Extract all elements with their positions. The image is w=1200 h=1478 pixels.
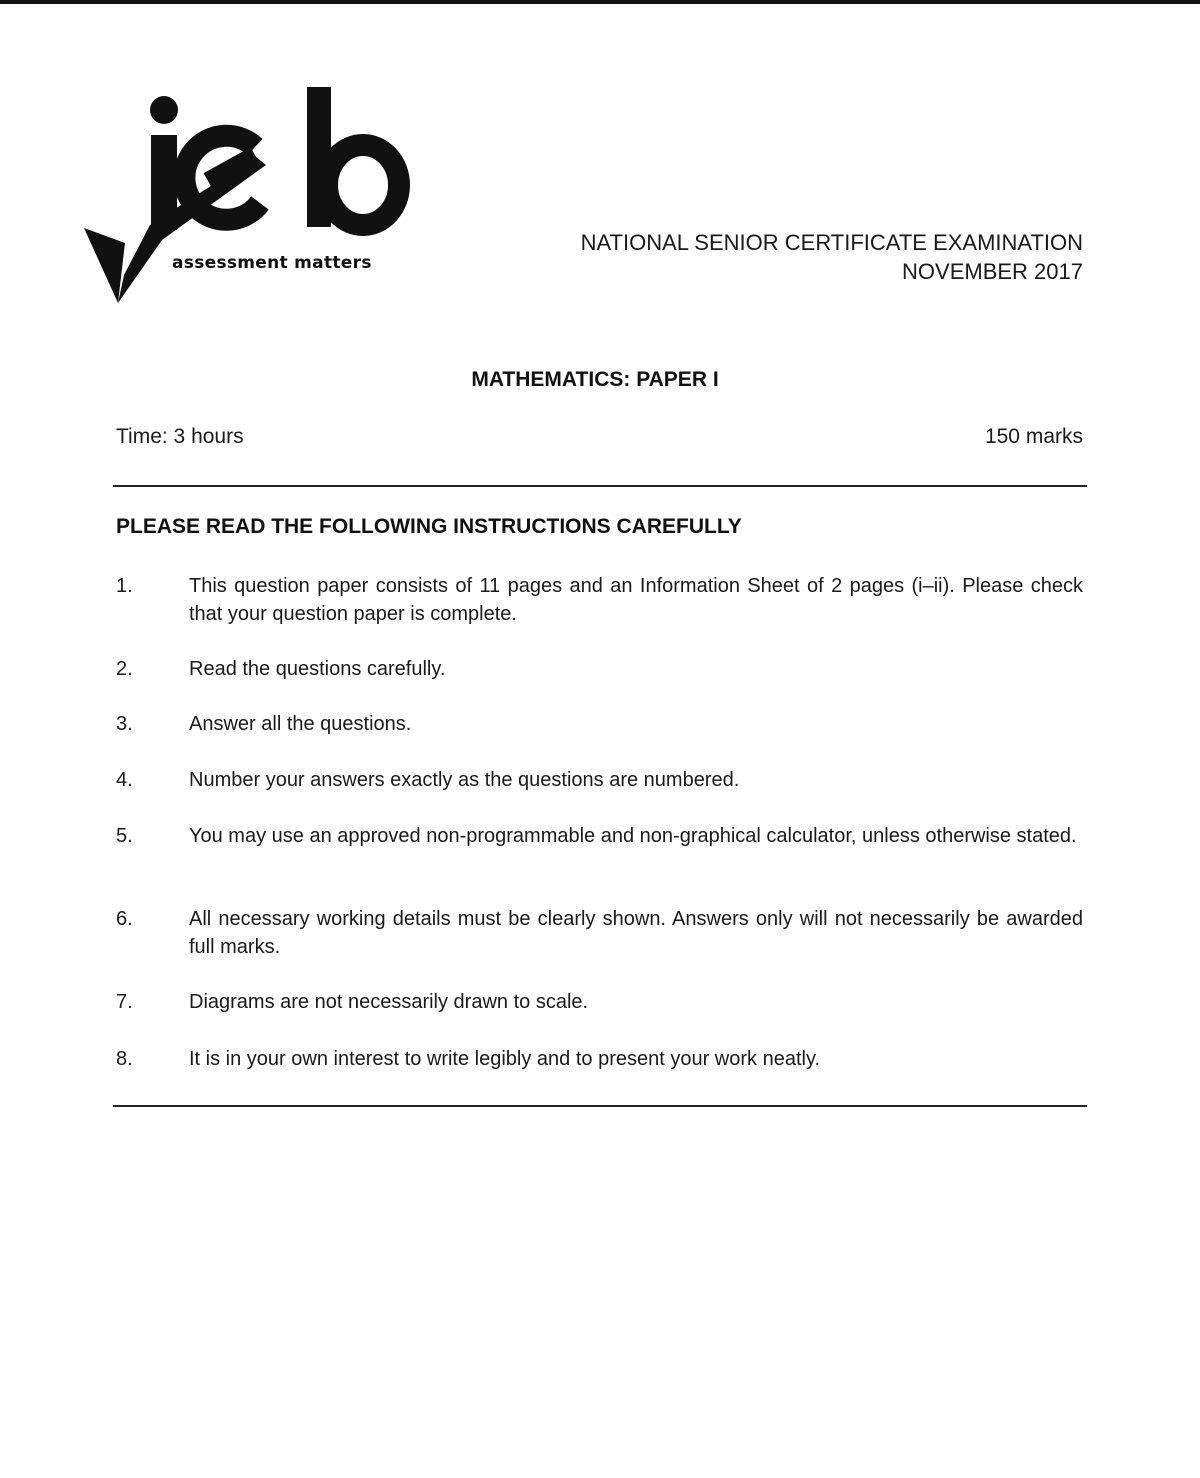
- instruction-text: It is in your own interest to write legibly and to present your work neatly.: [189, 1048, 821, 1070]
- instruction-number: 2.: [116, 658, 133, 680]
- instruction-number: 1.: [116, 575, 133, 597]
- instruction-number: 6.: [116, 908, 133, 930]
- paper-marks: 150 marks: [984, 425, 1083, 448]
- paper-time: Time: 3 hours: [116, 425, 244, 448]
- paper-title: MATHEMATICS: PAPER I: [471, 368, 719, 391]
- exam-name: NATIONAL SENIOR CERTIFICATE EXAMINATION: [580, 230, 1083, 255]
- logo-tagline: assessment matters: [172, 253, 372, 273]
- instruction-number: 5.: [116, 825, 133, 847]
- instruction-text: This question paper consists of 11 pages and an Information Sheet of 2 pages (i–ii). Please check that your question paper is complete.: [189, 575, 1083, 625]
- instruction-text: Number your answers exactly as the questions are numbered.: [189, 769, 740, 791]
- paper-meta: [116, 425, 1083, 449]
- divider-bottom: [113, 1105, 1087, 1107]
- instruction-number: 7.: [116, 991, 133, 1013]
- page-top-border: [0, 0, 1200, 4]
- exam-session: NOVEMBER 2017: [902, 259, 1083, 284]
- ieb-logo: [80, 85, 420, 310]
- instruction-text: All necessary working details must be clearly shown. Answers only will not necessarily be awarded full marks.: [189, 908, 1083, 958]
- instruction-text: You may use an approved non-programmable and non-graphical calculator, unless otherwise stated.: [189, 825, 1077, 847]
- divider-top: [113, 485, 1087, 487]
- instruction-number: 8.: [116, 1048, 133, 1070]
- instruction-number: 3.: [116, 713, 133, 735]
- exam-header: [581, 228, 1083, 286]
- instruction-text: Answer all the questions.: [189, 713, 412, 735]
- instruction-text: Diagrams are not necessarily drawn to scale.: [189, 991, 589, 1013]
- ieb-logo-mark: [80, 85, 420, 310]
- instruction-text: Read the questions carefully.: [189, 658, 446, 680]
- instruction-number: 4.: [116, 769, 133, 791]
- instructions-heading: PLEASE READ THE FOLLOWING INSTRUCTIONS CAREFULLY: [116, 515, 742, 538]
